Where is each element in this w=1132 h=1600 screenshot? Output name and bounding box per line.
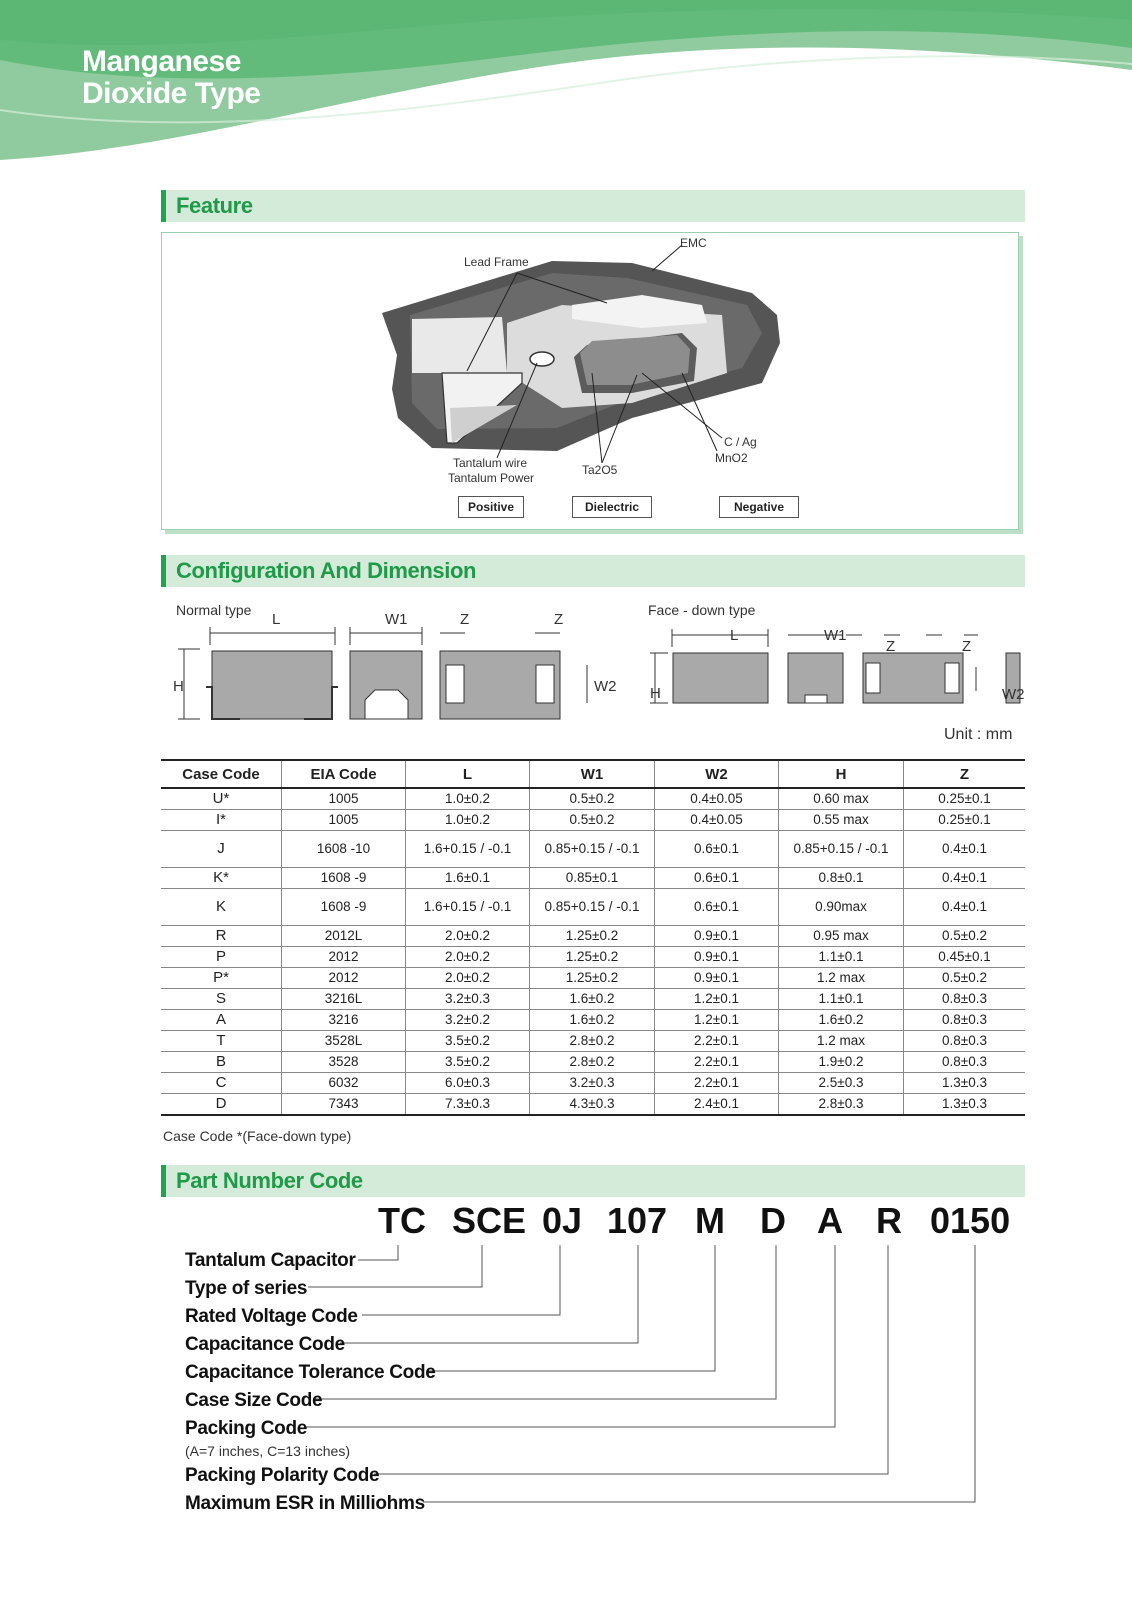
- configuration-section-bar: [161, 555, 1025, 587]
- table-row: [161, 868, 1025, 889]
- table-cell: 0.5±0.2: [530, 788, 655, 810]
- table-cell: 1.6±0.1: [406, 868, 530, 889]
- code-sce: SCE: [452, 1200, 527, 1241]
- table-cell: 3216L: [282, 989, 406, 1010]
- table-cell: 0.4±0.1: [904, 889, 1026, 926]
- table-cell: 1005: [282, 788, 406, 810]
- dim-label-H-normal: H: [173, 678, 184, 695]
- table-cell: 0.9±0.1: [655, 947, 779, 968]
- code-a: A: [817, 1200, 843, 1241]
- table-cell: 0.5±0.2: [530, 810, 655, 831]
- dim-label-W2-normal: W2: [594, 678, 617, 695]
- header-case-code: Case Code: [161, 760, 282, 788]
- table-cell: 0.4±0.05: [655, 810, 779, 831]
- table-cell: 1.25±0.2: [530, 947, 655, 968]
- table-cell: 0.8±0.3: [904, 1010, 1026, 1031]
- table-cell: 2012: [282, 947, 406, 968]
- part-number-leader-lines: [0, 1240, 1132, 1520]
- table-cell: 1.1±0.1: [779, 947, 904, 968]
- table-row: [161, 788, 1025, 810]
- table-cell: J: [161, 831, 282, 868]
- table-cell: 7.3±0.3: [406, 1094, 530, 1116]
- page-title: [82, 46, 260, 110]
- table-cell: 1.3±0.3: [904, 1094, 1026, 1116]
- label-negative: Negative: [719, 496, 799, 518]
- table-cell: 2.5±0.3: [779, 1073, 904, 1094]
- table-cell: P*: [161, 968, 282, 989]
- dim-label-L-facedown: L: [730, 627, 739, 644]
- label-tantalum-power: Tantalum Power: [448, 471, 535, 485]
- feature-diagram-box: [161, 232, 1019, 530]
- code-d: D: [760, 1200, 786, 1241]
- table-cell: 0.8±0.3: [904, 989, 1026, 1010]
- table-cell: 3.2±0.3: [530, 1073, 655, 1094]
- part-number-title: Part Number Code: [176, 1168, 363, 1193]
- part-number-section-bar: [161, 1165, 1025, 1197]
- table-cell: 0.8±0.3: [904, 1052, 1026, 1073]
- table-cell: 1.0±0.2: [406, 788, 530, 810]
- table-cell: 1.25±0.2: [530, 926, 655, 947]
- table-cell: 1.6+0.15 / -0.1: [406, 889, 530, 926]
- table-cell: 0.6±0.1: [655, 889, 779, 926]
- dim-label-Z-normal-1: Z: [460, 611, 470, 628]
- table-row: [161, 810, 1025, 831]
- table-row: [161, 1010, 1025, 1031]
- table-cell: 6.0±0.3: [406, 1073, 530, 1094]
- table-cell: 3.2±0.3: [406, 989, 530, 1010]
- table-cell: 2.8±0.3: [779, 1094, 904, 1116]
- dimension-table-body: [161, 788, 1025, 1115]
- table-cell: U*: [161, 788, 282, 810]
- table-cell: 0.8±0.3: [904, 1031, 1026, 1052]
- table-cell: S: [161, 989, 282, 1010]
- pn-label-capacitance: Capacitance Code: [185, 1334, 345, 1355]
- dim-label-W1-normal: W1: [385, 611, 408, 628]
- code-0150: 0150: [930, 1200, 1011, 1241]
- pn-label-packing: Packing Code: [185, 1418, 308, 1439]
- dim-label-L-normal: L: [272, 611, 281, 628]
- code-107: 107: [607, 1200, 668, 1241]
- table-cell: 2.2±0.1: [655, 1073, 779, 1094]
- table-cell: 0.85±0.1: [530, 868, 655, 889]
- dimension-table: [161, 759, 1025, 1116]
- header-eia-code: EIA Code: [282, 760, 406, 788]
- code-r: R: [876, 1200, 902, 1241]
- pn-label-type-of-series: Type of series: [185, 1278, 308, 1299]
- table-row: [161, 947, 1025, 968]
- label-c-ag: C / Ag: [724, 435, 757, 449]
- header-l: L: [406, 760, 530, 788]
- table-cell: 1.6+0.15 / -0.1: [406, 831, 530, 868]
- table-cell: 3.2±0.2: [406, 1010, 530, 1031]
- dim-label-Z-facedown-2: Z: [962, 638, 972, 655]
- feature-title: Feature: [176, 193, 253, 218]
- code-0j: 0J: [542, 1200, 583, 1241]
- label-tantalum-wire: Tantalum wire: [453, 456, 528, 470]
- pn-label-capacitance-tolerance: Capacitance Tolerance Code: [185, 1362, 436, 1383]
- table-row: [161, 1094, 1025, 1116]
- table-cell: 1.2±0.1: [655, 989, 779, 1010]
- table-cell: 1.6±0.2: [530, 989, 655, 1010]
- dim-label-W1-facedown: W1: [824, 627, 847, 644]
- label-lead-frame: Lead Frame: [464, 255, 529, 269]
- table-row: [161, 889, 1025, 926]
- table-cell: 2.2±0.1: [655, 1052, 779, 1073]
- table-cell: K*: [161, 868, 282, 889]
- unit-label: Unit : mm: [944, 726, 1013, 743]
- table-cell: 0.45±0.1: [904, 947, 1026, 968]
- table-cell: 1.6±0.2: [779, 1010, 904, 1031]
- table-row: [161, 968, 1025, 989]
- table-cell: 2.8±0.2: [530, 1052, 655, 1073]
- code-m: M: [695, 1200, 725, 1241]
- table-cell: 0.85+0.15 / -0.1: [530, 889, 655, 926]
- table-cell: 0.8±0.1: [779, 868, 904, 889]
- table-row: [161, 989, 1025, 1010]
- table-cell: 0.25±0.1: [904, 810, 1026, 831]
- table-cell: 1608 -9: [282, 889, 406, 926]
- table-cell: 0.90max: [779, 889, 904, 926]
- table-cell: 1.2 max: [779, 1031, 904, 1052]
- table-cell: 1.9±0.2: [779, 1052, 904, 1073]
- normal-type-label: Normal type: [176, 602, 252, 618]
- table-cell: D: [161, 1094, 282, 1116]
- table-cell: 2.0±0.2: [406, 926, 530, 947]
- table-cell: 1.25±0.2: [530, 968, 655, 989]
- table-cell: 2.8±0.2: [530, 1031, 655, 1052]
- table-cell: 1.2 max: [779, 968, 904, 989]
- table-row: [161, 1052, 1025, 1073]
- table-cell: 0.25±0.1: [904, 788, 1026, 810]
- table-cell: 6032: [282, 1073, 406, 1094]
- table-cell: R: [161, 926, 282, 947]
- table-cell: 2.2±0.1: [655, 1031, 779, 1052]
- pn-label-max-esr: Maximum ESR in Milliohms: [185, 1493, 425, 1514]
- pn-label-rated-voltage: Rated Voltage Code: [185, 1306, 358, 1327]
- dimension-drawings: [160, 615, 1030, 725]
- table-cell: T: [161, 1031, 282, 1052]
- feature-section-bar: [161, 190, 1025, 222]
- label-emc: EMC: [680, 236, 707, 250]
- title-line-2: Dioxide Type: [82, 77, 261, 110]
- header-w2: W2: [655, 760, 779, 788]
- table-cell: 3216: [282, 1010, 406, 1031]
- table-cell: 0.6±0.1: [655, 868, 779, 889]
- table-cell: 1.2±0.1: [655, 1010, 779, 1031]
- table-cell: 0.6±0.1: [655, 831, 779, 868]
- table-cell: 1.0±0.2: [406, 810, 530, 831]
- pn-label-packing-polarity: Packing Polarity Code: [185, 1465, 380, 1486]
- table-cell: 2.0±0.2: [406, 968, 530, 989]
- table-cell: A: [161, 1010, 282, 1031]
- header-w1: W1: [530, 760, 655, 788]
- label-dielectric: Dielectric: [572, 496, 652, 518]
- table-cell: C: [161, 1073, 282, 1094]
- dim-label-H-facedown: H: [650, 685, 661, 702]
- table-cell: 0.60 max: [779, 788, 904, 810]
- table-cell: 2012L: [282, 926, 406, 947]
- table-cell: P: [161, 947, 282, 968]
- table-cell: 0.9±0.1: [655, 926, 779, 947]
- dim-label-W2-facedown: W2: [1002, 686, 1025, 703]
- table-cell: 1.1±0.1: [779, 989, 904, 1010]
- header-h: H: [779, 760, 904, 788]
- table-cell: 0.95 max: [779, 926, 904, 947]
- header-z: Z: [904, 760, 1026, 788]
- table-cell: K: [161, 889, 282, 926]
- configuration-title: Configuration And Dimension: [176, 558, 477, 583]
- table-row: [161, 1031, 1025, 1052]
- case-code-note: Case Code *(Face-down type): [163, 1128, 352, 1144]
- table-cell: 0.5±0.2: [904, 968, 1026, 989]
- code-tc: TC: [378, 1200, 426, 1241]
- table-cell: 4.3±0.3: [530, 1094, 655, 1116]
- dim-label-Z-facedown-1: Z: [886, 638, 896, 655]
- table-cell: 1608 -10: [282, 831, 406, 868]
- label-mno2: MnO2: [715, 451, 748, 465]
- table-cell: 3528: [282, 1052, 406, 1073]
- table-cell: 1005: [282, 810, 406, 831]
- table-cell: 0.4±0.05: [655, 788, 779, 810]
- table-cell: 1608 -9: [282, 868, 406, 889]
- table-cell: 2012: [282, 968, 406, 989]
- dim-label-Z-normal-2: Z: [554, 611, 564, 628]
- table-cell: 2.0±0.2: [406, 947, 530, 968]
- table-cell: I*: [161, 810, 282, 831]
- table-cell: 7343: [282, 1094, 406, 1116]
- table-row: [161, 926, 1025, 947]
- title-line-1: Manganese: [82, 45, 241, 78]
- table-cell: 0.9±0.1: [655, 968, 779, 989]
- label-ta2o5: Ta2O5: [582, 463, 618, 477]
- table-row: [161, 1073, 1025, 1094]
- table-header-row: [161, 760, 1025, 788]
- table-cell: 0.55 max: [779, 810, 904, 831]
- pn-packing-note: (A=7 inches, C=13 inches): [185, 1443, 350, 1459]
- table-cell: 1.6±0.2: [530, 1010, 655, 1031]
- table-cell: 1.3±0.3: [904, 1073, 1026, 1094]
- capacitor-cross-section-illustration: [162, 233, 1018, 529]
- table-cell: 3.5±0.2: [406, 1052, 530, 1073]
- table-cell: 0.85+0.15 / -0.1: [779, 831, 904, 868]
- face-down-type-label: Face - down type: [648, 602, 756, 618]
- pn-label-tantalum-capacitor: Tantalum Capacitor: [185, 1250, 356, 1271]
- table-cell: 0.4±0.1: [904, 868, 1026, 889]
- table-cell: B: [161, 1052, 282, 1073]
- table-cell: 0.4±0.1: [904, 831, 1026, 868]
- label-positive: Positive: [458, 496, 524, 518]
- table-cell: 2.4±0.1: [655, 1094, 779, 1116]
- pn-label-case-size: Case Size Code: [185, 1390, 323, 1411]
- table-cell: 3.5±0.2: [406, 1031, 530, 1052]
- table-cell: 0.85+0.15 / -0.1: [530, 831, 655, 868]
- table-cell: 0.5±0.2: [904, 926, 1026, 947]
- table-cell: 3528L: [282, 1031, 406, 1052]
- table-row: [161, 831, 1025, 868]
